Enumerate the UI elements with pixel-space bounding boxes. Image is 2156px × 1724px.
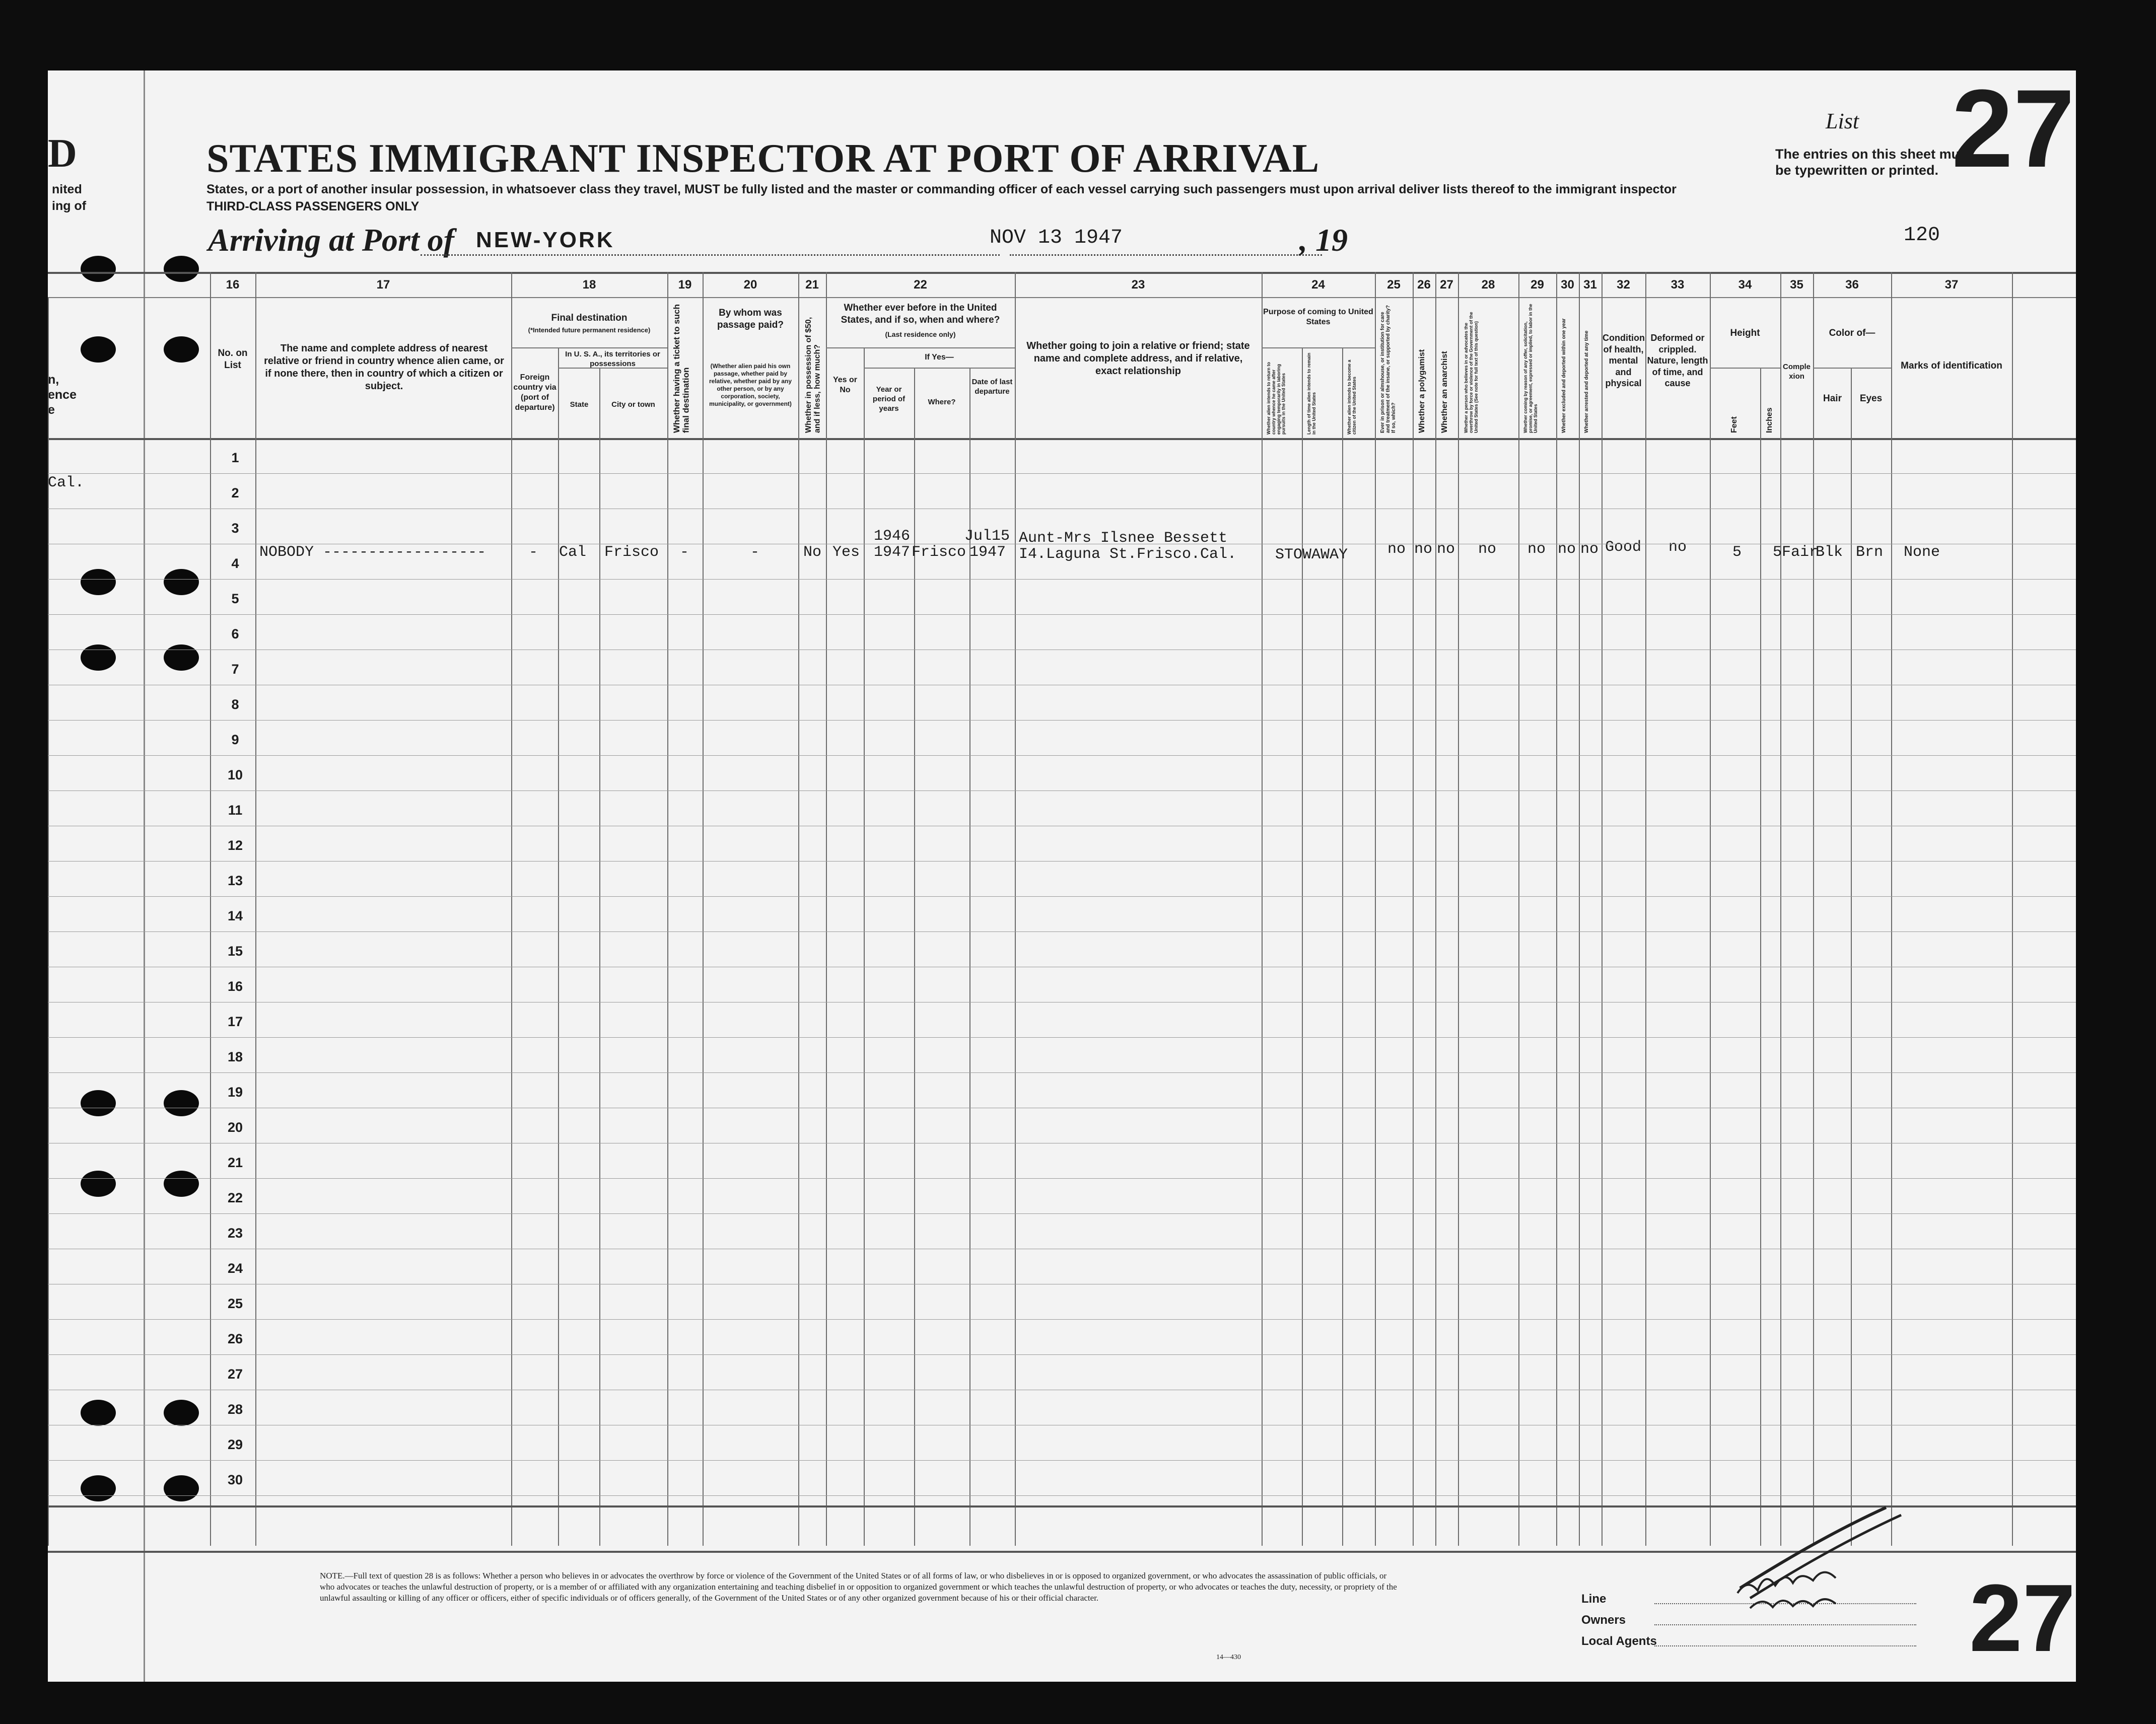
- header-by-whom: By whom was passage paid?: [717, 308, 784, 330]
- row-number: 15: [227, 944, 243, 959]
- row-number: 24: [227, 1261, 243, 1276]
- left-fragment-line: ing of: [52, 199, 87, 213]
- manifest-sheet: [48, 70, 2076, 1682]
- row-number: 28: [227, 1402, 243, 1417]
- column-divider: [48, 297, 49, 1546]
- header-anarchist: Whether an anarchist: [1440, 351, 1449, 433]
- entry-city: Frisco: [604, 544, 659, 561]
- port-underline: [421, 254, 1000, 256]
- subheader-rule: [1262, 347, 1375, 348]
- column-number: 24: [1311, 278, 1325, 292]
- left-fragment-line: n,: [48, 373, 59, 387]
- header-date-departure: Date of last departure: [971, 378, 1013, 396]
- passenger-class: THIRD-CLASS PASSENGERS ONLY: [206, 199, 420, 213]
- header-feet: Feet: [1730, 416, 1738, 433]
- row-number: 29: [227, 1437, 243, 1452]
- row-number: 9: [231, 732, 239, 747]
- row-number: 3: [231, 521, 239, 536]
- header-ticket: Whether having a ticket to such final destination: [672, 304, 691, 433]
- header-state: State: [570, 400, 589, 409]
- sheet-number: 120: [1904, 224, 1940, 247]
- typewritten-note-line: The entries on this sheet must: [1775, 147, 1972, 162]
- row-number: 27: [227, 1367, 243, 1382]
- column-number: 30: [1561, 278, 1574, 292]
- column-number: 19: [678, 278, 692, 292]
- header-marks: Marks of identification: [1901, 361, 2002, 371]
- header-final-destination: Final destination: [551, 313, 628, 323]
- header-purpose-length: Length of time alien intends to remain in the United States: [1306, 352, 1316, 435]
- row-number: 2: [231, 485, 239, 500]
- header-yes-no: Yes or No: [832, 376, 858, 394]
- page-footer: [48, 1551, 2076, 1682]
- row-rule: [48, 1460, 2076, 1461]
- entry-by-whom: -: [750, 544, 760, 561]
- entry-prison: no: [1387, 541, 1406, 558]
- subheader-rule: [1710, 368, 1780, 369]
- column-number: 16: [226, 278, 240, 292]
- column-divider: [1302, 347, 1303, 1546]
- list-number: 27: [1952, 70, 2075, 190]
- row-rule: [48, 1354, 2076, 1355]
- entry-relative: NOBODY ------------------: [259, 544, 486, 561]
- left-fragment-letter: D: [48, 131, 77, 176]
- entry-marks: None: [1904, 544, 1940, 561]
- entry-deformed: no: [1668, 539, 1687, 556]
- entry-joining-address: I4.Laguna St.Frisco.Cal.: [1019, 546, 1237, 563]
- entry-state: Cal: [559, 544, 587, 561]
- row-number: 26: [227, 1331, 243, 1346]
- row-number: 13: [227, 873, 243, 888]
- entry-ticket: -: [680, 544, 689, 561]
- row-number: 20: [227, 1120, 243, 1135]
- row-number: 22: [227, 1190, 243, 1205]
- row-number: 23: [227, 1226, 243, 1241]
- row-number: 10: [227, 767, 243, 782]
- arrival-date: NOV 13 1947: [990, 227, 1123, 249]
- row-number: 6: [231, 626, 239, 641]
- list-label: List: [1826, 109, 1859, 133]
- typewritten-note: [1775, 146, 1972, 179]
- row-rule: [48, 1037, 2076, 1038]
- header-if-yes: If Yes—: [925, 353, 954, 362]
- entry-where: Frisco: [912, 544, 966, 561]
- header-hair: Hair: [1823, 393, 1842, 404]
- row-number: 12: [227, 838, 243, 853]
- row-number: 5: [231, 591, 239, 606]
- arriving-label: Arriving at Port of: [208, 222, 454, 258]
- header-arrested: Whether arrested and deported at any time: [1584, 330, 1589, 433]
- row-rule: [48, 1072, 2076, 1073]
- entry-eyes: Brn: [1856, 544, 1884, 561]
- local-agents-field: [1654, 1645, 1916, 1646]
- header-complexion: Complexion: [1782, 363, 1811, 381]
- column-divider: [1342, 347, 1343, 1546]
- typewritten-note-line: be typewritten or printed.: [1775, 163, 1939, 178]
- header-polygamist: Whether a polygamist: [1418, 349, 1426, 433]
- bottom-list-number: 27: [1969, 1565, 2076, 1672]
- left-fragment-line: ence: [48, 388, 77, 402]
- column-number: 28: [1481, 278, 1495, 292]
- owners-label: Owners: [1581, 1613, 1626, 1627]
- row-number: 8: [231, 697, 239, 712]
- column-number: 29: [1531, 278, 1544, 292]
- header-deformed: Deformed or crippled. Nature, length of time, and cause: [1647, 333, 1708, 388]
- row-rule: [48, 896, 2076, 897]
- header-purpose-citizen: Whether alien intends to become a citizen of the United States: [1347, 360, 1357, 435]
- entry-departure-date: Jul15: [964, 528, 1010, 545]
- header-joining: Whether going to join a relative or friend; state name and complete address, and if relative, exact relationship: [1026, 340, 1250, 377]
- header-foreign-country: Foreign country via (port of departure): [513, 373, 557, 412]
- page-title: STATES IMMIGRANT INSPECTOR AT PORT OF ARRIVAL: [206, 136, 1320, 181]
- entry-arrested: no: [1580, 541, 1599, 558]
- instruction-text: States, or a port of another insular possession, in whatsoever class they travel, MUST be fully listed and the master or commanding officer of each vessel carrying such passengers must upon arrival deliver lists thereof to the immigrant inspector: [206, 182, 1677, 196]
- subheader-rule: [826, 347, 1015, 348]
- row-number: 25: [227, 1296, 243, 1311]
- header-offer: Whether coming by reason of any offer, solicitation, promise, or agreement, expressed or implied, to labor in the United States: [1523, 304, 1538, 433]
- header-inches: Inches: [1765, 407, 1774, 433]
- column-number: 33: [1671, 278, 1685, 292]
- left-fragment-line: nited: [52, 182, 82, 196]
- entry-money: No: [803, 544, 822, 561]
- row-rule: [48, 755, 2076, 756]
- row-number: 21: [227, 1155, 243, 1170]
- left-fragment-line: e: [48, 403, 55, 417]
- header-relative: The name and complete address of nearest relative or friend in country whence alien came, or if none there, then in country of which a citizen or subject.: [264, 343, 504, 392]
- row-number: 17: [227, 1014, 243, 1029]
- row-number: 14: [227, 908, 243, 923]
- date-underline: [1010, 254, 1322, 256]
- header-in-usa: In U. S. A., its territories or possessions: [565, 350, 660, 368]
- entry-joining-name: Aunt-Mrs Ilsnee Bessett: [1019, 530, 1228, 547]
- column-number: 23: [1131, 278, 1145, 292]
- entry-height-feet: 5: [1732, 544, 1742, 561]
- column-number: 21: [805, 278, 819, 292]
- column-divider: [1851, 368, 1852, 1546]
- header-no-on-list: No. on List: [218, 348, 248, 371]
- row-rule: [48, 1213, 2076, 1214]
- header-before-note: (Last residence only): [885, 330, 956, 338]
- local-agents-label: Local Agents: [1581, 1634, 1657, 1648]
- header-bottom-rule: [48, 438, 2076, 440]
- row-number: 16: [227, 979, 243, 994]
- row-rule: [48, 720, 2076, 721]
- row-number: 1: [231, 450, 239, 465]
- column-number: 34: [1738, 278, 1752, 292]
- header-purpose: Purpose of coming to United States: [1263, 308, 1373, 326]
- column-divider: [1760, 368, 1761, 1546]
- column-number: 27: [1440, 278, 1453, 292]
- table-top-rule: [48, 272, 2076, 274]
- column-number: 31: [1583, 278, 1597, 292]
- handwritten-mark: [1720, 1492, 1931, 1613]
- row-rule: [48, 473, 2076, 474]
- header-city: City or town: [611, 400, 655, 409]
- row-number: 4: [231, 556, 239, 571]
- subheader-rule: [1813, 368, 1891, 369]
- header-final-destination-note: (*Intended future permanent residence): [528, 326, 651, 334]
- column-divider: [599, 368, 600, 1546]
- column-number: 17: [376, 278, 390, 292]
- header-money: Whether in possession of $50, and if less, how much?: [804, 317, 822, 433]
- left-fragment-state: Cal.: [48, 474, 85, 491]
- entry-offer: no: [1527, 541, 1546, 558]
- entry-year-2: 1947: [874, 544, 911, 561]
- header-eyes: Eyes: [1859, 393, 1883, 404]
- header-purpose-return: Whether alien intends to return to country whence he came after engaging temporarily in laboring pursuits in the United States: [1266, 362, 1286, 435]
- row-rule: [48, 931, 2076, 932]
- entry-purpose: STOWAWAY: [1275, 546, 1348, 563]
- column-number: 18: [582, 278, 596, 292]
- column-divider: [864, 347, 865, 1546]
- port-of-arrival: NEW-YORK: [476, 228, 615, 252]
- entry-overthrow: no: [1478, 541, 1497, 558]
- row-rule: [48, 579, 2076, 580]
- column-number: 37: [1944, 278, 1959, 292]
- row-number: 11: [228, 803, 243, 818]
- entry-polygamist: no: [1414, 541, 1433, 558]
- owners-field: [1654, 1624, 1916, 1625]
- entry-year-1: 1946: [874, 528, 911, 545]
- subheader-rule: [864, 368, 1015, 369]
- entry-height-inches: 5: [1773, 544, 1782, 561]
- header-before: Whether ever before in the United States, and if so, when and where?: [841, 303, 1000, 325]
- header-year-period: Year or period of years: [872, 385, 906, 413]
- column-number: 36: [1845, 278, 1859, 292]
- header-color-of: Color of—: [1829, 328, 1875, 338]
- column-number: 26: [1417, 278, 1431, 292]
- header-excluded: Whether excluded and deported within one year: [1561, 318, 1567, 433]
- year-prefix: , 19: [1299, 222, 1348, 258]
- row-rule: [48, 1319, 2076, 1320]
- footnote-question-28: NOTE.—Full text of question 28 is as follows: Whether a person who believes in or advocates the overthrow by force or violence of the Government of the United States or of all forms of law, or who disbelieves in or is opposed to organized government, or who advocates the assassination of public officials, or who advocates or teaches the unlawful destruction of property, or is a member of or affiliated with any organization entertaining and teaching disbelief in or opposition to organized government or which teaches the unlawful destruction of property, or who advocates or teaches the duty, necessity, or propriety of the unlawful assaulting or killing of any officer or officers, either of specific individuals or of officers generally, of the Government of the United States or of any other organized government because of his or their official character.: [320, 1571, 1397, 1603]
- row-rule: [48, 1178, 2076, 1179]
- entry-condition: Good: [1605, 539, 1642, 556]
- column-number: 25: [1387, 278, 1401, 292]
- header-prison: Ever in prison or almshouse, or institution for care and treatment of the insane, or supported by charity? If so, which?: [1380, 305, 1397, 433]
- column-number: 20: [743, 278, 757, 292]
- line-label: Line: [1581, 1592, 1607, 1606]
- entry-anarchist: no: [1437, 541, 1455, 558]
- row-number: 7: [231, 662, 239, 677]
- column-number: 22: [914, 278, 927, 292]
- entry-hair: Blk: [1816, 544, 1843, 561]
- header-where: Where?: [928, 398, 956, 406]
- header-condition: Condition of health, mental and physical: [1603, 333, 1645, 388]
- entry-complexion: Fair: [1782, 544, 1819, 561]
- entry-foreign-country: -: [529, 544, 538, 561]
- row-number: 18: [227, 1049, 243, 1064]
- subheader-rule: [511, 347, 667, 348]
- column-divider: [558, 347, 559, 1546]
- row-number: 19: [227, 1085, 243, 1100]
- header-by-whom-note: (Whether alien paid his own passage, whether paid by relative, whether paid by any other person, or by any corporation, society, municipality, or government): [709, 363, 792, 407]
- row-rule: [48, 614, 2076, 615]
- column-number: 32: [1617, 278, 1630, 292]
- entry-before-yes-no: Yes: [832, 544, 860, 561]
- entry-departure-year: 1947: [969, 544, 1006, 561]
- header-overthrow: Whether a person who believes in or advocates the overthrow by force or violence of the Government of the United States (See note for full text of this question): [1464, 312, 1479, 433]
- form-number: 14—430: [1216, 1654, 1241, 1661]
- entry-excluded: no: [1558, 541, 1576, 558]
- header-height: Height: [1730, 328, 1760, 338]
- column-number-rule: [48, 297, 2076, 298]
- manifest-table: [48, 272, 2076, 1546]
- row-number: 30: [227, 1472, 243, 1487]
- column-number: 35: [1790, 278, 1803, 292]
